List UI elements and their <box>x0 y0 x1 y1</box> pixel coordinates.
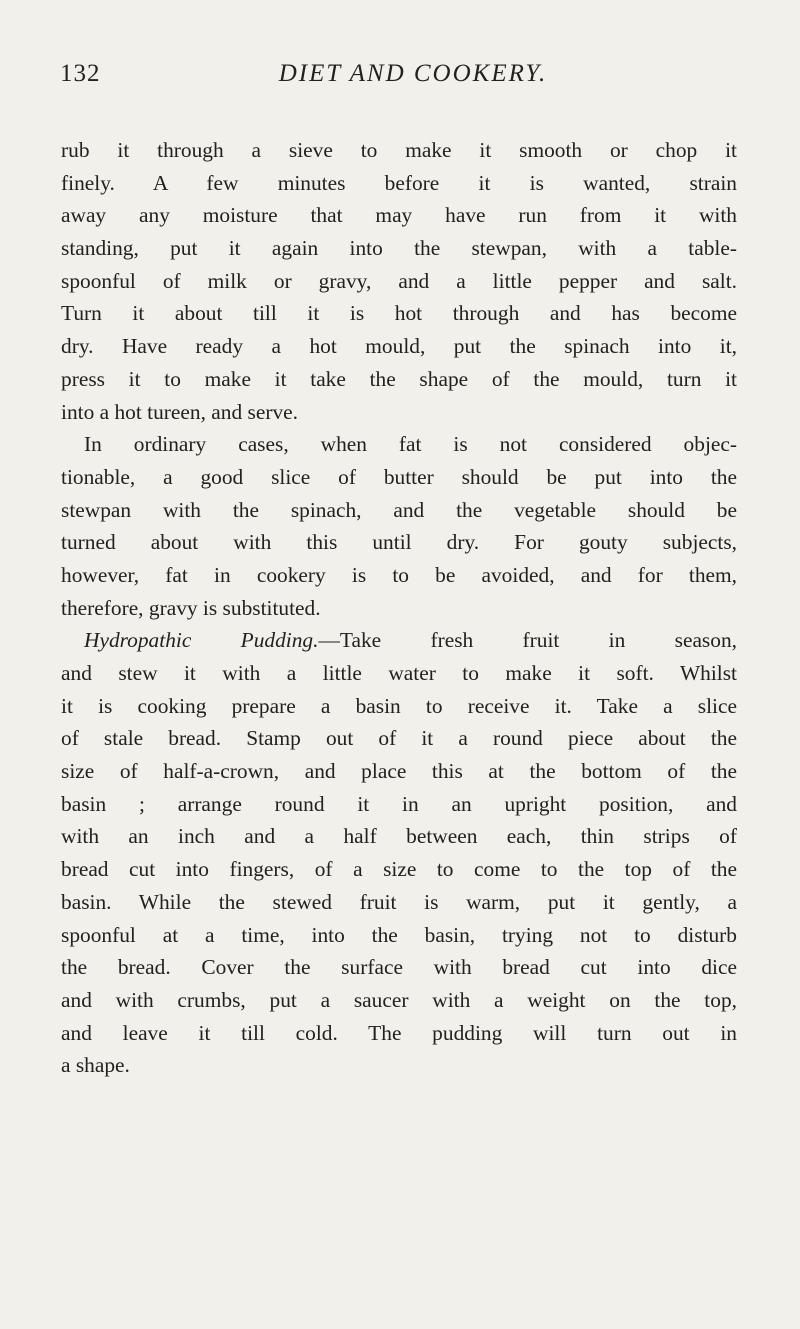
text-line: and leave it till cold. The pudding will turn out in <box>61 1020 737 1045</box>
recipe-heading-line <box>61 624 737 657</box>
text-line: spoonful at a time, into the basin, trying not to disturb <box>61 922 737 947</box>
page-header <box>60 60 736 96</box>
text-line: basin ; arrange round it in an upright position, and <box>61 791 737 816</box>
text-line: tionable, a good slice of butter should be put into the <box>61 464 737 489</box>
text-line: spoonful of milk or gravy, and a little pepper and salt. <box>61 268 737 293</box>
text-line: rub it through a sieve to make it smooth or chop it <box>61 138 737 162</box>
text-line: turned about with this until dry. For gouty subjects, <box>61 530 737 555</box>
text-line: the bread. Cover the surface with bread cut into dice <box>61 955 737 980</box>
text-line: stewpan with the spinach, and the vegetable should be <box>61 497 737 522</box>
text-line: Turn it about till it is hot through and has become <box>61 301 737 326</box>
text-line: a shape. <box>61 1053 130 1078</box>
text-line: bread cut into fingers, of a size to come to the top of the <box>61 857 737 882</box>
text-line: with an inch and a half between each, thin strips of <box>61 824 737 849</box>
text-line: In ordinary cases, when fat is not considered objec- <box>84 432 737 457</box>
text-line: basin. While the stewed fruit is warm, put it gently, a <box>61 889 737 914</box>
text-line: size of half-a-crown, and place this at the bottom of the <box>61 759 737 784</box>
page-number: 132 <box>60 60 101 87</box>
text-line: standing, put it again into the stewpan, with a table- <box>61 236 737 261</box>
text-line: therefore, gravy is substituted. <box>61 595 321 620</box>
recipe-title: Hydropathic Pudding. <box>84 628 319 653</box>
running-head: DIET AND COOKERY. <box>278 60 548 87</box>
text-line-continued: —Take fresh fruit in season, <box>318 628 737 653</box>
text-line: of stale bread. Stamp out of it a round piece about the <box>61 726 737 751</box>
text-line: however, fat in cookery is to be avoided, and for them, <box>61 562 737 587</box>
text-line: press it to make it take the shape of the mould, turn it <box>61 366 737 391</box>
text-line: and stew it with a little water to make it soft. Whilst <box>61 661 737 685</box>
text-line: and with crumbs, put a saucer with a weight on the top, <box>61 987 737 1012</box>
text-line: it is cooking prepare a basin to receive it. Take a slice <box>61 693 737 718</box>
body-text <box>61 134 737 1082</box>
text-line: into a hot tureen, and serve. <box>61 399 298 424</box>
text-line: dry. Have ready a hot mould, put the spinach into it, <box>61 334 737 359</box>
text-line: away any moisture that may have run from it with <box>61 203 737 228</box>
text-line: finely. A few minutes before it is wanted, strain <box>61 170 737 195</box>
